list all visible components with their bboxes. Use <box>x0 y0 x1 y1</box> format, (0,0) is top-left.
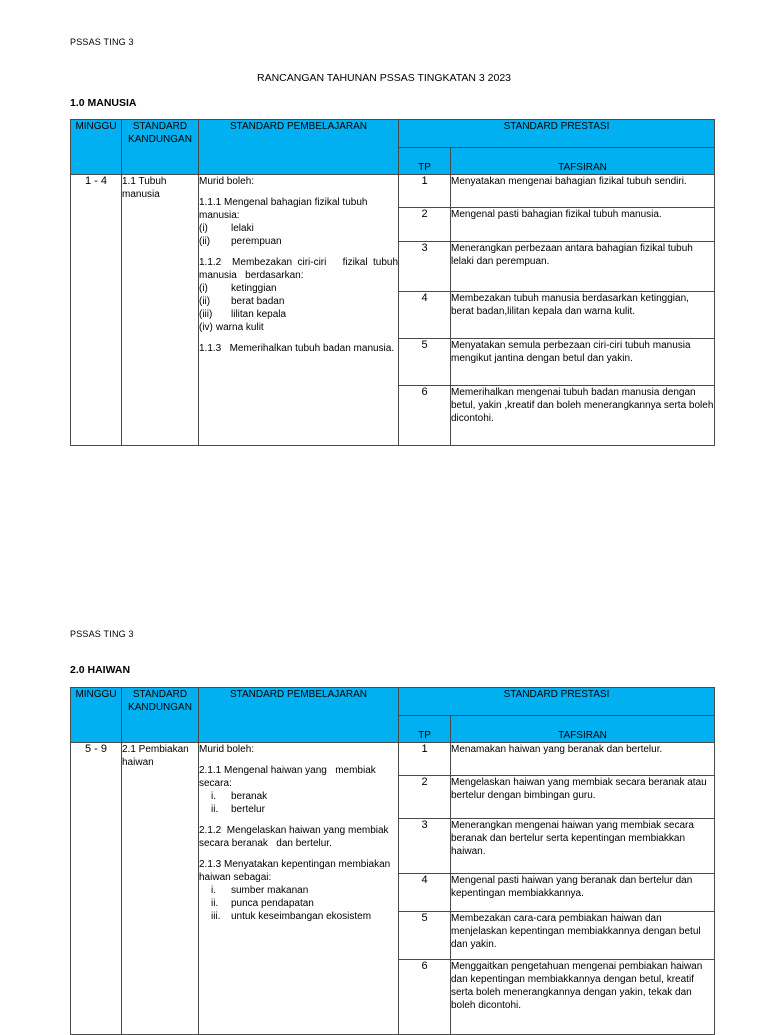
sp-subitem: (iv) warna kulit <box>199 322 264 333</box>
minggu-cell: 5 - 9 <box>71 743 122 1035</box>
page-header-label: PSSAS TING 3 <box>70 629 134 639</box>
column-header-standard-pembelajaran: STANDARD PEMBELAJARAN <box>199 120 399 175</box>
tp-cell: 6 <box>399 960 451 1035</box>
sp-subitem: ii. punca pendapatan <box>211 898 314 909</box>
sp-subitem: (ii) perempuan <box>199 236 282 247</box>
sp-subitem: ii. bertelur <box>211 804 265 815</box>
standard-pembelajaran-cell <box>199 743 399 1035</box>
tafsiran-cell: Menerangkan perbezaan antara bahagian fizikal tubuh lelaki dan perempuan. <box>451 242 715 292</box>
standard-kandungan-cell: 2.1 Pembiakan haiwan <box>122 743 199 1035</box>
tafsiran-cell: Membezakan cara-cara pembiakan haiwan dan menjelaskan kepentingan membiakkannya dengan betul dan yakin. <box>451 912 715 960</box>
tafsiran-cell: Menerangkan mengenai haiwan yang membiak secara beranak dan bertelur serta kepentingan membiakkan haiwan. <box>451 819 715 874</box>
column-header-tp: TP <box>399 148 451 175</box>
section-title-manusia: 1.0 MANUSIA <box>70 97 137 109</box>
tafsiran-cell: Mengelaskan haiwan yang membiak secara beranak atau bertelur dengan bimbingan guru. <box>451 776 715 819</box>
tp-cell: 4 <box>399 292 451 339</box>
sp-intro: Murid boleh: <box>199 744 255 755</box>
tp-cell: 6 <box>399 386 451 446</box>
sp-intro: Murid boleh: <box>199 176 255 187</box>
sp-subitem: i. beranak <box>211 791 268 802</box>
sp-item-1-1-1: 1.1.1 Mengenal bahagian fizikal tubuh manusia: <box>199 197 368 221</box>
tp-cell: 2 <box>399 776 451 819</box>
sp-subitem: (i) ketinggian <box>199 283 277 294</box>
standard-kandungan-cell: 1.1 Tubuh manusia <box>122 175 199 446</box>
tafsiran-cell: Memerihalkan mengenai tubuh badan manusia dengan betul, yakin ,kreatif dan boleh menerangkannya serta boleh dicontohi. <box>451 386 715 446</box>
tp-cell: 5 <box>399 912 451 960</box>
tp-cell: 1 <box>399 175 451 208</box>
sp-item-2-1-2: 2.1.2 Mengelaskan haiwan yang membiak secara beranak dan bertelur. <box>199 825 392 849</box>
tafsiran-cell: Menggaitkan pengetahuan mengenai pembiakan haiwan dan kepentingan membiakkannya dengan betul, kreatif serta boleh menerangkannya dengan yakin, tekak dan boleh dicontohi. <box>451 960 715 1035</box>
tafsiran-cell: Mengenal pasti bahagian fizikal tubuh manusia. <box>451 208 715 242</box>
column-header-minggu: MINGGU <box>71 688 122 743</box>
page-header-label: PSSAS TING 3 <box>70 37 134 47</box>
column-header-standard-pembelajaran: STANDARD PEMBELAJARAN <box>199 688 399 743</box>
column-header-tp: TP <box>399 716 451 743</box>
column-header-standard-kandungan: STANDARD KANDUNGAN <box>122 120 199 175</box>
column-header-standard-prestasi: STANDARD PRESTASI <box>399 120 715 148</box>
sp-subitem: (iii) lilitan kepala <box>199 309 287 320</box>
sp-subitem: (ii) berat badan <box>199 296 285 307</box>
column-header-tafsiran: TAFSIRAN <box>451 148 715 175</box>
plan-table-haiwan <box>70 687 715 1035</box>
sp-subitem: i. sumber makanan <box>211 885 309 896</box>
tp-cell: 5 <box>399 339 451 386</box>
sp-subitem: iii. untuk keseimbangan ekosistem <box>211 911 372 922</box>
minggu-cell: 1 - 4 <box>71 175 122 446</box>
tp-cell: 2 <box>399 208 451 242</box>
tp-cell: 3 <box>399 819 451 874</box>
column-header-minggu: MINGGU <box>71 120 122 175</box>
sp-item-2-1-1: 2.1.1 Mengenal haiwan yang membiak secara: <box>199 765 379 789</box>
column-header-standard-prestasi: STANDARD PRESTASI <box>399 688 715 716</box>
tafsiran-cell: Menyatakan semula perbezaan ciri-ciri tubuh manusia mengikut jantina dengan betul dan yakin. <box>451 339 715 386</box>
sp-item-1-1-3: 1.1.3 Memerihalkan tubuh badan manusia. <box>199 343 395 354</box>
tafsiran-cell: Membezakan tubuh manusia berdasarkan ketinggian, berat badan,lilitan kepala dan warna kulit. <box>451 292 715 339</box>
column-header-tafsiran: TAFSIRAN <box>451 716 715 743</box>
tafsiran-cell: Menamakan haiwan yang beranak dan bertelur. <box>451 743 715 776</box>
column-header-standard-kandungan: STANDARD KANDUNGAN <box>122 688 199 743</box>
section-title-haiwan: 2.0 HAIWAN <box>70 664 131 676</box>
tp-cell: 4 <box>399 874 451 912</box>
sp-subitem: (i) lelaki <box>199 223 254 234</box>
document-title: RANCANGAN TAHUNAN PSSAS TINGKATAN 3 2023 <box>256 72 511 84</box>
tafsiran-cell: Menyatakan mengenai bahagian fizikal tubuh sendiri. <box>451 175 715 208</box>
standard-pembelajaran-cell <box>199 175 399 446</box>
tp-cell: 1 <box>399 743 451 776</box>
sp-item-2-1-3: 2.1.3 Menyatakan kepentingan membiakan haiwan sebagai: <box>199 859 391 883</box>
tafsiran-cell: Mengenal pasti haiwan yang beranak dan bertelur dan kepentingan membiakkannya. <box>451 874 715 912</box>
plan-table-manusia <box>70 119 715 446</box>
sp-item-1-1-2: 1.1.2 Membezakan ciri-ciri fizikal tubuh manusia berdasarkan: <box>199 257 401 281</box>
tp-cell: 3 <box>399 242 451 292</box>
